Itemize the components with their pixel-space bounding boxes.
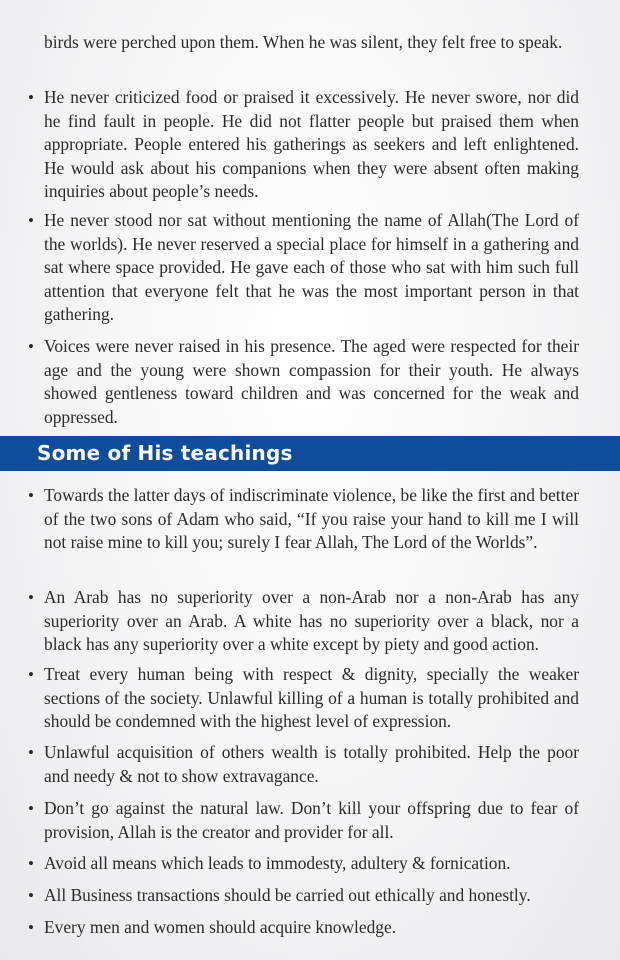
bullet-marker: • [28,918,34,937]
list-item [26,86,582,204]
teaching-item [26,852,582,876]
teaching-item [26,884,582,908]
teaching-item [26,797,582,844]
list-item [26,335,582,429]
list-item [26,209,582,327]
teaching-text: Unlawful acquisition of others wealth is totally prohibited. Help the poor and needy & not to show extravagance. [44,742,579,786]
section-header-band [0,436,620,471]
teaching-text: All Business transactions should be carried out ethically and honestly. [44,885,531,905]
teaching-item [26,741,582,788]
list-item-text: Voices were never raised in his presence. The aged were respected for their age and the young were shown compassion for their youth. He always showed gentleness toward children and was concerned for the weak and oppressed. [44,336,579,427]
teaching-text: An Arab has no superiority over a non-Arab nor a non-Arab has any superiority over an Arab. A white has no superiority over a black, nor a black has any superiority over a white except by piety and good action. [44,587,579,654]
continuation-paragraph: birds were perched upon them. When he was silent, they felt free to speak. [44,32,563,52]
bullet-marker: • [28,886,34,905]
bullet-marker: • [28,88,34,107]
bullet-marker: • [28,588,34,607]
teaching-text: Towards the latter days of indiscriminate violence, be like the first and better of the two sons of Adam who said, “If you raise your hand to kill me I will not raise mine to kill you; surely I fear Allah, The Lord of the Worlds”. [44,485,579,552]
teaching-item [26,663,582,734]
teaching-item [26,586,582,657]
list-item-text: He never criticized food or praised it excessively. He never swore, nor did he find fault in people. He did not flatter people but praised them when appropriate. People entered his gatherings as seekers and left enlightened. He would ask about his companions when they were absent often making inquiries about people’s needs. [44,87,579,201]
teaching-text: Don’t go against the natural law. Don’t kill your offspring due to fear of provision, Allah is the creator and provider for all. [44,798,579,842]
teaching-text: Avoid all means which leads to immodesty, adultery & fornication. [44,853,511,873]
bullet-marker: • [28,665,34,684]
section-title: Some of His teachings [37,441,293,465]
list-item-text: He never stood nor sat without mentioning the name of Allah(The Lord of the worlds). He never reserved a special place for himself in a gathering and sat where space provided. He gave each of those who sat with him such full attention that everyone felt that he was the most important person in that gathering. [44,210,579,324]
bullet-marker: • [28,799,34,818]
bullet-marker: • [28,854,34,873]
teaching-item [26,916,582,940]
teaching-text: Every men and women should acquire knowledge. [44,917,397,937]
bullet-marker: • [28,337,34,356]
teaching-item [26,484,582,555]
bullet-marker: • [28,211,34,230]
bullet-marker: • [28,743,34,762]
bullet-marker: • [28,486,34,505]
teaching-text: Treat every human being with respect & dignity, specially the weaker sections of the society. Unlawful killing of a human is totally prohibited and should be condemned with the highest level of expression. [44,664,579,731]
